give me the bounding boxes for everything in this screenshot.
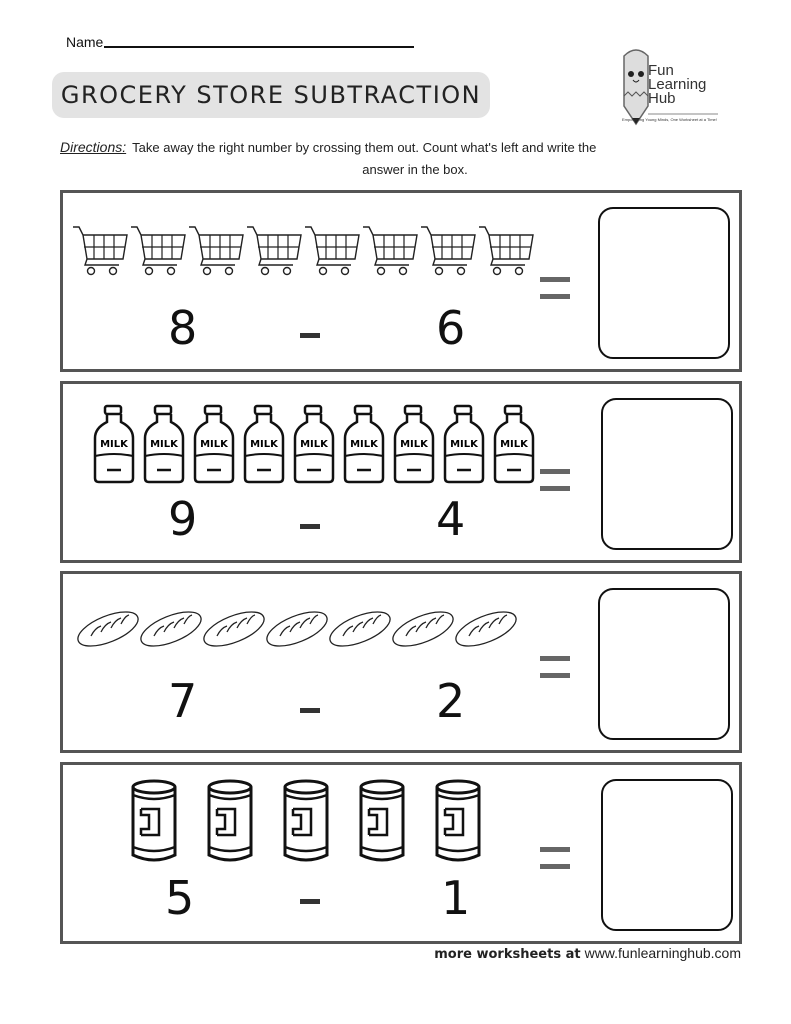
equals-sign xyxy=(540,847,570,869)
answer-box[interactable] xyxy=(598,207,730,359)
milk-bottle-icon[interactable] xyxy=(339,404,389,489)
minuend: 7 xyxy=(168,674,198,728)
bread-loaf-icon[interactable] xyxy=(138,604,201,659)
footer-label: more worksheets at xyxy=(434,947,581,962)
milk-bottle-icon[interactable] xyxy=(439,404,489,489)
shopping-cart-icon[interactable] xyxy=(419,221,477,282)
footer-url[interactable]: www.funlearninghub.com xyxy=(584,945,741,961)
shopping-cart-icon[interactable] xyxy=(245,221,303,282)
svg-text:MILK: MILK xyxy=(300,439,328,450)
directions-text: Take away the right number by crossing them out. Count what's left and write the xyxy=(132,140,597,155)
problem-panel xyxy=(60,381,742,563)
shopping-cart-icon[interactable] xyxy=(71,221,129,282)
milk-bottle-icon[interactable] xyxy=(139,404,189,489)
shopping-cart-icon[interactable] xyxy=(129,221,187,282)
milk-bottle-icon[interactable] xyxy=(289,404,339,489)
problem-panel xyxy=(60,190,742,372)
subtrahend: 6 xyxy=(436,301,466,355)
equals-sign xyxy=(540,469,570,491)
svg-text:MILK: MILK xyxy=(100,439,128,450)
svg-text:MILK: MILK xyxy=(200,439,228,450)
equals-sign xyxy=(540,277,570,299)
svg-text:MILK: MILK xyxy=(450,439,478,450)
minus-sign xyxy=(300,524,320,529)
directions-label: Directions: xyxy=(60,139,127,155)
soup-can-icon[interactable] xyxy=(433,779,483,868)
shopping-cart-icon[interactable] xyxy=(187,221,245,282)
bread-loaf-icon[interactable] xyxy=(264,604,327,659)
problem-panel xyxy=(60,762,742,944)
shopping-cart-icon[interactable] xyxy=(477,221,535,282)
bread-loaf-icon[interactable] xyxy=(390,604,453,659)
logo-tagline: Empowering Young Minds, One Worksheet at a Time! xyxy=(622,117,717,122)
item-row xyxy=(129,779,509,868)
minuend: 8 xyxy=(168,301,198,355)
item-row xyxy=(89,404,539,489)
milk-bottle-icon[interactable] xyxy=(389,404,439,489)
minus-sign xyxy=(300,333,320,338)
milk-bottle-icon[interactable] xyxy=(189,404,239,489)
milk-bottle-icon[interactable] xyxy=(489,404,539,489)
footer xyxy=(434,945,741,962)
page-title: GROCERY STORE SUBTRACTION xyxy=(52,72,490,118)
shopping-cart-icon[interactable] xyxy=(361,221,419,282)
svg-text:MILK: MILK xyxy=(150,439,178,450)
directions xyxy=(60,136,670,181)
logo-line: Hub xyxy=(648,90,676,107)
bread-loaf-icon[interactable] xyxy=(327,604,390,659)
name-field[interactable] xyxy=(104,46,414,48)
bread-loaf-icon[interactable] xyxy=(453,604,516,659)
bread-loaf-icon[interactable] xyxy=(201,604,264,659)
svg-text:MILK: MILK xyxy=(500,439,528,450)
name-label: Name xyxy=(66,34,104,50)
minuend: 5 xyxy=(165,871,195,925)
subtrahend: 4 xyxy=(436,492,466,546)
svg-text:MILK: MILK xyxy=(250,439,278,450)
item-row xyxy=(71,221,535,282)
item-row xyxy=(75,604,516,659)
answer-box[interactable] xyxy=(598,588,730,740)
logo-text xyxy=(648,64,706,106)
milk-bottle-icon[interactable] xyxy=(239,404,289,489)
soup-can-icon[interactable] xyxy=(205,779,255,868)
logo-line: Fun xyxy=(648,62,674,79)
svg-text:MILK: MILK xyxy=(350,439,378,450)
logo-line: Learning xyxy=(648,76,707,93)
minuend: 9 xyxy=(168,492,198,546)
soup-can-icon[interactable] xyxy=(281,779,331,868)
subtrahend: 2 xyxy=(436,674,466,728)
shopping-cart-icon[interactable] xyxy=(303,221,361,282)
milk-bottle-icon[interactable] xyxy=(89,404,139,489)
bread-loaf-icon[interactable] xyxy=(75,604,138,659)
svg-text:MILK: MILK xyxy=(400,439,428,450)
subtrahend: 1 xyxy=(441,871,471,925)
soup-can-icon[interactable] xyxy=(357,779,407,868)
problem-panel xyxy=(60,571,742,753)
minus-sign xyxy=(300,708,320,713)
directions-text-2: answer in the box. xyxy=(362,162,468,177)
equals-sign xyxy=(540,656,570,678)
answer-box[interactable] xyxy=(601,779,733,931)
answer-box[interactable] xyxy=(601,398,733,550)
minus-sign xyxy=(300,899,320,904)
soup-can-icon[interactable] xyxy=(129,779,179,868)
